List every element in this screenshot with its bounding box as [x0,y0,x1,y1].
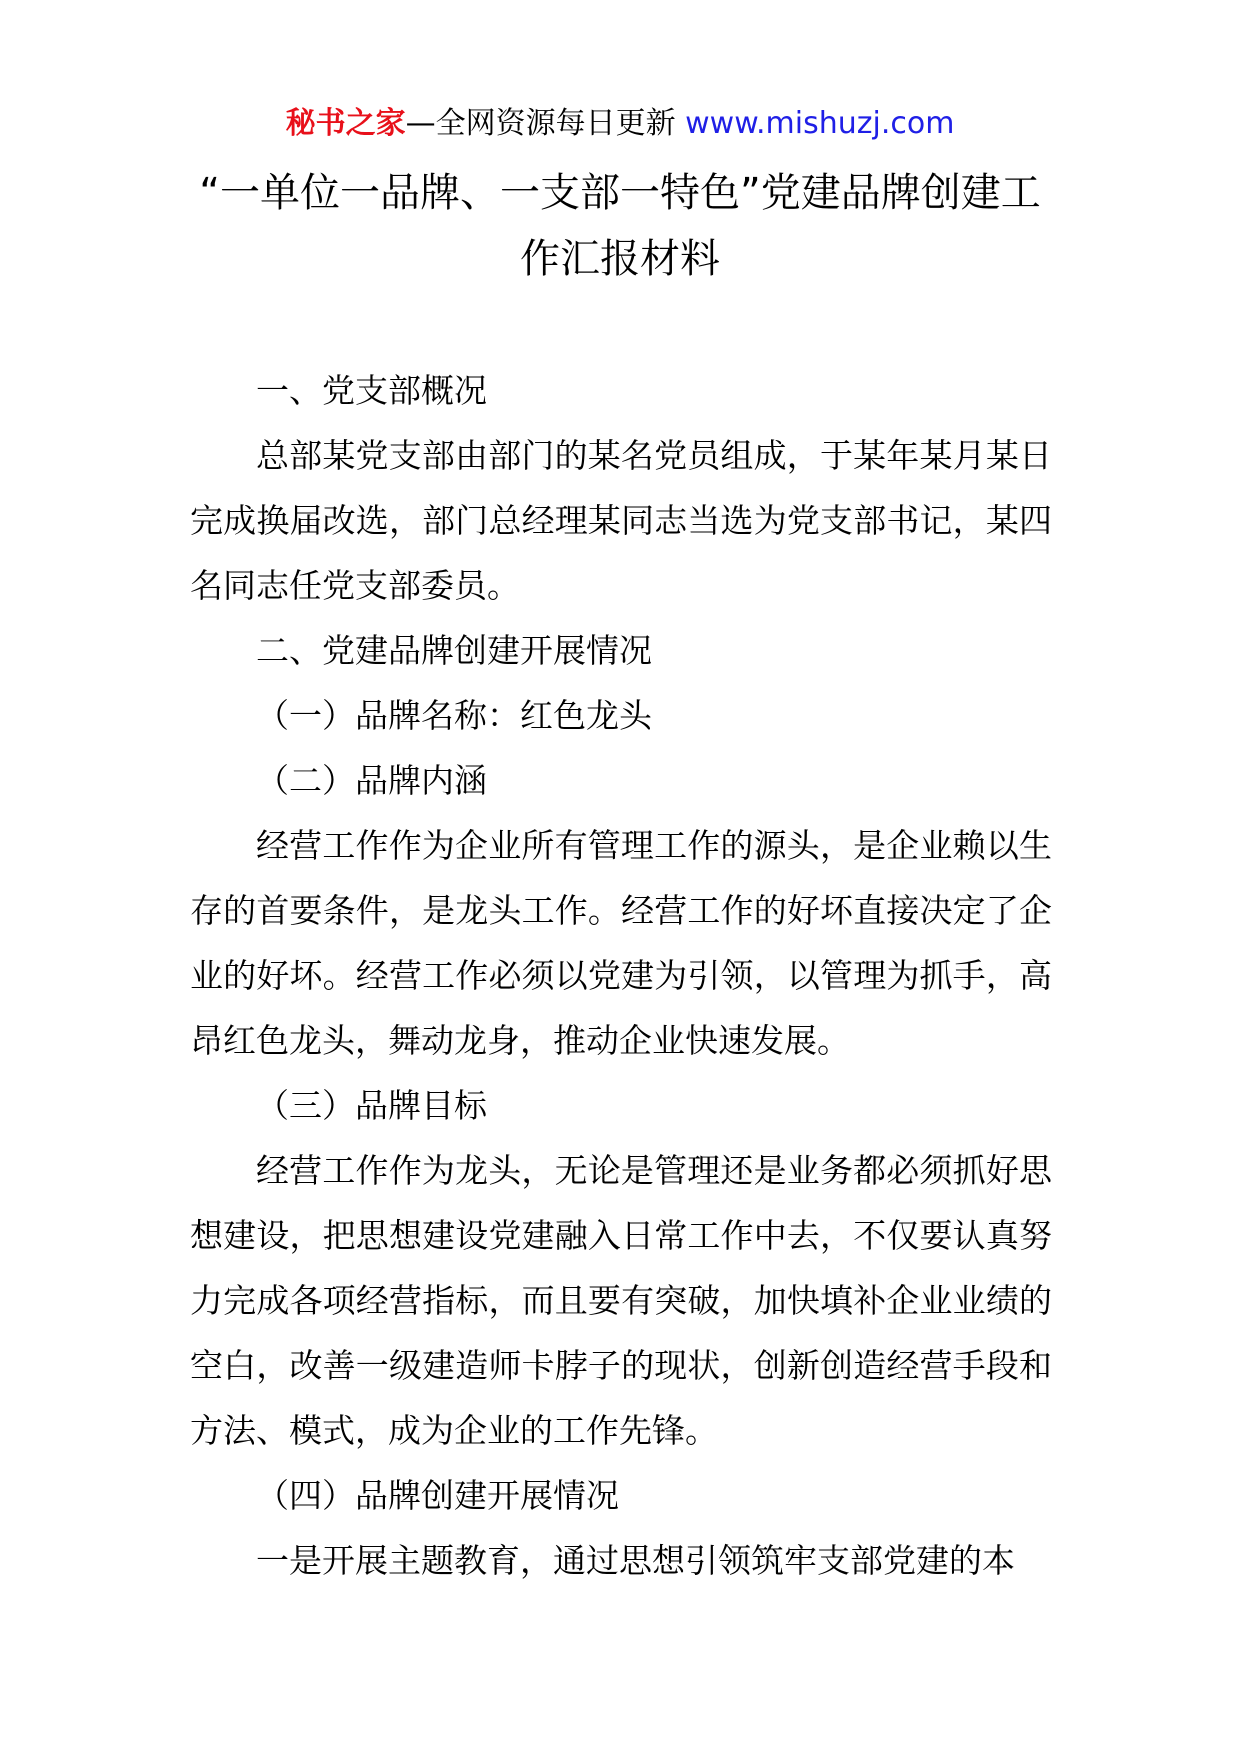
document-title: “一单位一品牌、一支部一特色”党建品牌创建工作汇报材料 [199,170,1041,282]
brand-name: 秘书之家 [285,106,406,141]
paragraph: 总部某党支部由部门的某名党员组成，于某年某月某日完成换届改选，部门总经理某同志当选为党支部书记，某四名同志任党支部委员。 [190,436,1052,605]
header-slogan: —全网资源每日更新 [405,106,686,141]
watermark-header [0,104,1240,144]
paragraph: 经营工作作为企业所有管理工作的源头，是企业赖以生存的首要条件，是龙头工作。经营工作的好坏直接决定了企业的好坏。经营工作必须以党建为引领，以管理为抓手，高昂红色龙头，舞动龙身，推动企业快速发展。 [190,826,1052,1060]
document-body [190,358,1052,1593]
section-heading: 一、党支部概况 [256,371,487,410]
paragraph: 经营工作作为龙头，无论是管理还是业务都必须抓好思想建设，把思想建设党建融入日常工作中去，不仅要认真努力完成各项经营指标，而且要有突破，加快填补企业业绩的空白，改善一级建造师卡脖子的现状，创新创造经营手段和方法、模式，成为企业的工作先锋。 [190,1151,1052,1450]
paragraph: 一是开展主题教育，通过思想引领筑牢支部党建的本 [256,1541,1015,1580]
section-heading: 二、党建品牌创建开展情况 [256,631,652,670]
subsection-heading: （二）品牌内涵 [256,761,487,800]
subsection-heading: （四）品牌创建开展情况 [256,1476,619,1515]
subsection-heading: （一）品牌名称：红色龙头 [256,696,652,735]
subsection-heading: （三）品牌目标 [256,1086,487,1125]
site-url: www.mishuzj.com [685,106,955,141]
